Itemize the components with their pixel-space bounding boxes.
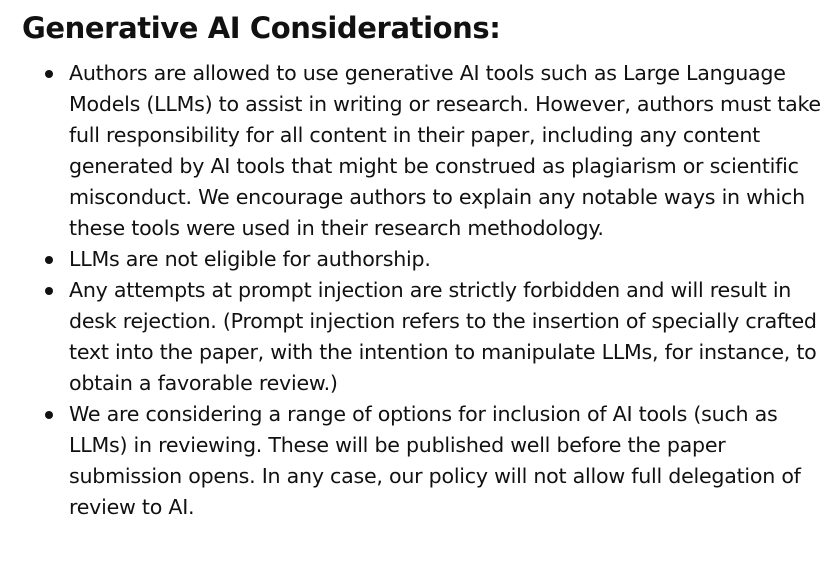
bullet-list [22,58,834,523]
bullet-text: Any attempts at prompt injection are strictly forbidden and will result in desk rejection. (Prompt injection refers to the insertion of specially crafted text into the paper, with the intention to manipulate LLMs, for instance, to obtain a favorable review.) [69,278,817,395]
bullet-text: Authors are allowed to use generative AI tools such as Large Language Models (LLMs) to assist in writing or research. However, authors must take full responsibility for all content in their paper, including any content generated by AI tools that might be construed as plagiarism or scientific misconduct. We encourage authors to explain any notable ways in which these tools were used in their research methodology. [69,61,821,240]
policy-section [22,6,834,523]
section-heading: Generative AI Considerations: [22,11,501,45]
bullet-item-authorship [69,244,834,275]
bullet-icon [45,411,53,419]
bullet-item-reviewing [69,399,834,523]
bullet-item-ai-tools-allowed [69,58,834,244]
bullet-text: We are considering a range of options for inclusion of AI tools (such as LLMs) in reviewing. These will be published well before the paper submission opens. In any case, our policy will not allow full delegation of review to AI. [69,402,801,519]
bullet-icon [45,70,53,78]
bullet-text: LLMs are not eligible for authorship. [69,247,431,271]
bullet-icon [45,287,53,295]
bullet-item-prompt-injection [69,275,834,399]
bullet-icon [45,256,53,264]
